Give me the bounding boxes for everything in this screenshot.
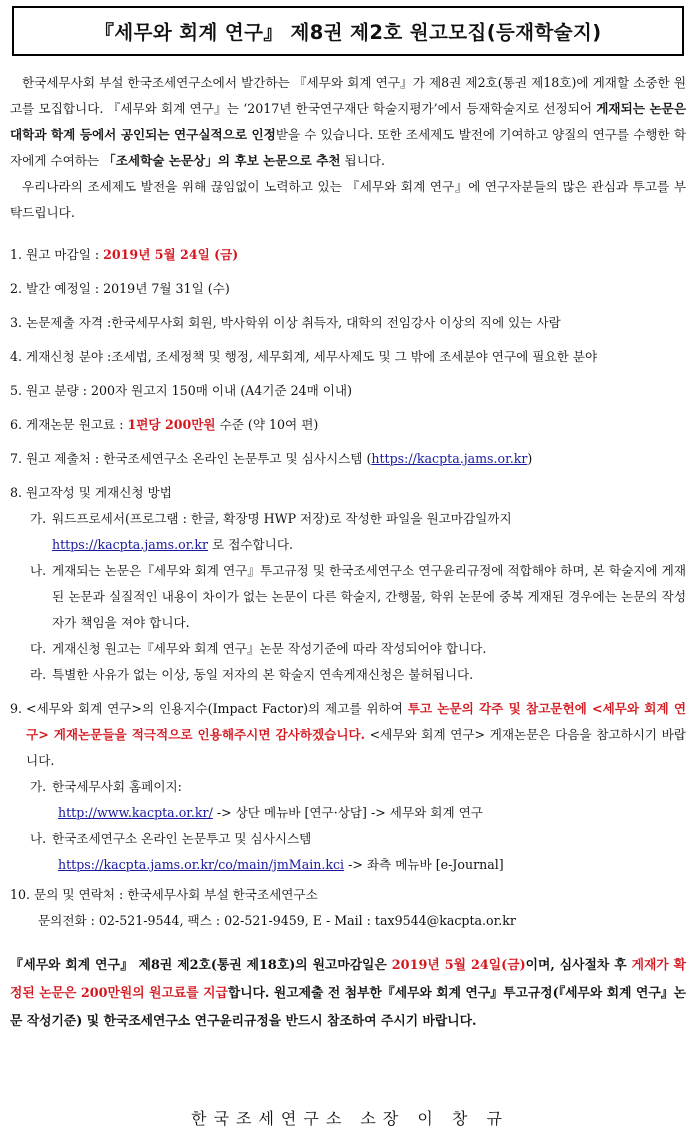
sub-marker: 다. [30, 641, 47, 656]
method-sub-d [10, 662, 686, 688]
list-item-qualification [10, 310, 686, 336]
sub-text: 게재신청 원고는『세무와 회계 연구』논문 작성기준에 따라 작성되어야 합니다. [52, 641, 487, 656]
intro-text: 한국세무사회 부설 한국조세연구소에서 발간하는 『세무와 회계 연구』가 제8권 제2호(통권 제18호)에 게재할 소중한 원고를 모집합니다. 『세무와 회계 연구』는 ‘2017년 한국연구재단 학술지평가’에서 등재학술지로 선정되어 [10, 75, 686, 116]
sub-text: 워드프로세서(프로그램 : 한글, 확장명 HWP 저장)로 작성한 파일을 원고마감일까지 [52, 511, 512, 526]
list-item-contact [10, 882, 686, 908]
item-number: 9. [10, 701, 23, 716]
item-number: 8. [10, 485, 23, 500]
list-item-fields [10, 344, 686, 370]
closing-text: 합니다. 원고제출 전 첨부한『세무와 회계 연구』투고규정(『세무와 회계 연구』논문 작성기준) 및 한국조세연구소 연구윤리규정을 반드시 참조하여 주시기 바랍니다. [10, 986, 686, 1029]
item-number: 5. [10, 383, 23, 398]
sub-marker: 라. [30, 667, 47, 682]
citation-request: 투고 논문의 각주 및 참고문헌에 <세무와 회계 연구> 게재논문들을 적극적으로 인용해주시면 감사하겠습니다. [26, 701, 687, 742]
sub-text: 한국조세연구소 온라인 논문투고 및 심사시스템 [52, 831, 312, 846]
homepage-link[interactable]: http://www.kacpta.or.kr/ [58, 805, 213, 820]
intro-paragraph-2: 우리나라의 조세제도 발전을 위해 끊임없이 노력하고 있는 『세무와 회계 연구』에 연구자분들의 많은 관심과 투고를 부탁드립니다. [10, 179, 686, 220]
method-sub-a [10, 506, 686, 558]
sub-text: -> 좌측 메뉴바 [e-Journal] [344, 857, 504, 872]
closing-text: 『세무와 회계 연구』 제8권 제2호(통권 제18호)의 원고마감일은 [10, 958, 392, 973]
submission-tail: ) [527, 451, 533, 466]
sub-marker: 나. [30, 831, 47, 846]
intro-text: 됩니다. [340, 153, 386, 168]
citation-sub-b [10, 826, 686, 852]
item-number: 4. [10, 349, 23, 364]
item-label: 게재신청 분야 : [26, 349, 112, 364]
item-label: 논문제출 자격 : [26, 315, 112, 330]
closing-paragraph [10, 952, 686, 1036]
deadline-value: 2019년 5월 24일 (금) [103, 247, 239, 262]
item-number: 10. [10, 887, 31, 902]
item-number: 1. [10, 247, 23, 262]
item-number: 7. [10, 451, 23, 466]
requirements-list [10, 242, 686, 934]
list-item-publish-date [10, 276, 686, 302]
list-item-citation [10, 696, 686, 774]
publish-date-value: 2019년 7월 31일 (수) [103, 281, 230, 296]
item-label: 원고 마감일 : [26, 247, 104, 262]
item-number: 3. [10, 315, 23, 330]
qualification-value: 한국세무사회 회원, 박사학위 이상 취득자, 대학의 전임강사 이상의 직에 있는 사람 [111, 315, 561, 330]
sub-text: 특별한 사유가 없는 이상, 동일 저자의 본 학술지 연속게재신청은 불허됩니다. [52, 667, 474, 682]
journal-system-link[interactable]: https://kacpta.jams.or.kr/co/main/jmMain.kci [58, 857, 345, 872]
method-sub-c [10, 636, 686, 662]
sub-text: 로 접수합니다. [208, 537, 294, 552]
sub-text: -> 상단 메뉴바 [연구·상담] -> 세무와 회계 연구 [212, 805, 483, 820]
submission-value: 한국조세연구소 온라인 논문투고 및 심사시스템 ( [103, 451, 372, 466]
item-number: 2. [10, 281, 23, 296]
page-title: 『세무와 회계 연구』 제8권 제2호 원고모집(등재학술지) [12, 6, 684, 56]
list-item-length [10, 378, 686, 404]
fields-value: 조세법, 조세정책 및 행정, 세무회계, 세무사제도 및 그 밖에 조세분야 연구에 필요한 분야 [111, 349, 598, 364]
item-number: 6. [10, 417, 23, 432]
sub-text: 한국세무사회 홈페이지: [52, 779, 182, 794]
item-label: 원고 제출처 : [26, 451, 104, 466]
sub-marker: 가. [30, 779, 47, 794]
closing-deadline: 2019년 5월 24일(금) [391, 958, 526, 973]
length-value: 200자 원고지 150매 이내 (A4기준 24매 이내) [90, 383, 353, 398]
item-label: 발간 예정일 : [26, 281, 104, 296]
citation-sub-a [10, 774, 686, 800]
contact-org: 한국세무사회 부설 한국조세연구소 [127, 887, 318, 902]
list-item-submission [10, 446, 686, 472]
fee-value: 1편당 200만원 [127, 417, 216, 432]
intro-section [10, 70, 686, 226]
citation-link-row-a [10, 800, 686, 826]
sub-marker: 가. [30, 511, 47, 526]
item-label: 문의 및 연락처 : [34, 887, 128, 902]
citation-text: <세무와 회계 연구>의 인용지수(Impact Factor)의 제고를 위하여 [26, 701, 408, 716]
citation-text: <세무와 회계 연구> 게재논문은 다음을 참고하시기 바랍니다. [26, 727, 686, 768]
sub-text: 게재되는 논문은『세무와 회계 연구』투고규정 및 한국조세연구소 연구윤리규정에 적합해야 하며, 본 학술지에 게재된 논문과 실질적인 내용이 차이가 없는 논문이 다른 학술지, 간행물, 학위 논문에 중복 게재된 경우에는 논문의 작성자가 책임을 져야 합니다. [52, 563, 686, 630]
list-item-deadline [10, 242, 686, 268]
contact-details: 문의전화 : 02-521-9544, 팩스 : 02-521-9459, E - Mail : tax9544@kacpta.or.kr [38, 913, 516, 928]
citation-link-row-b [10, 852, 686, 878]
signature: 한국조세연구소 소장 이 창 규 [191, 1109, 509, 1128]
method-link[interactable]: https://kacpta.jams.or.kr [52, 537, 209, 552]
intro-text: 받을 수 있습니다. 또한 조세제도 발전에 기여하고 양질의 연구를 수행한 학자에게 수여하는 [10, 127, 686, 168]
intro-bold-text: 게재되는 논문은 대학과 학계 등에서 공인되는 연구실적으로 인정 [10, 101, 686, 142]
intro-paragraph-1 [10, 70, 686, 174]
item-label: 원고작성 및 게재신청 방법 [26, 485, 172, 500]
closing-fee: 게재가 확정된 논문은 200만원의 원고료를 지급 [10, 958, 687, 1001]
item-label: 원고 분량 : [26, 383, 91, 398]
list-item-method [10, 480, 686, 506]
submission-link[interactable]: https://kacpta.jams.or.kr [371, 451, 528, 466]
item-label: 게재논문 원고료 : [26, 417, 128, 432]
list-item-fee [10, 412, 686, 438]
sub-marker: 나. [30, 563, 47, 578]
fee-note: 수준 (약 10여 편) [215, 417, 319, 432]
method-sub-b [10, 558, 686, 636]
closing-text: 이며, 심사절차 후 [525, 958, 632, 973]
award-recommendation: 「조세학술 논문상」의 후보 논문으로 추천 [103, 153, 341, 168]
